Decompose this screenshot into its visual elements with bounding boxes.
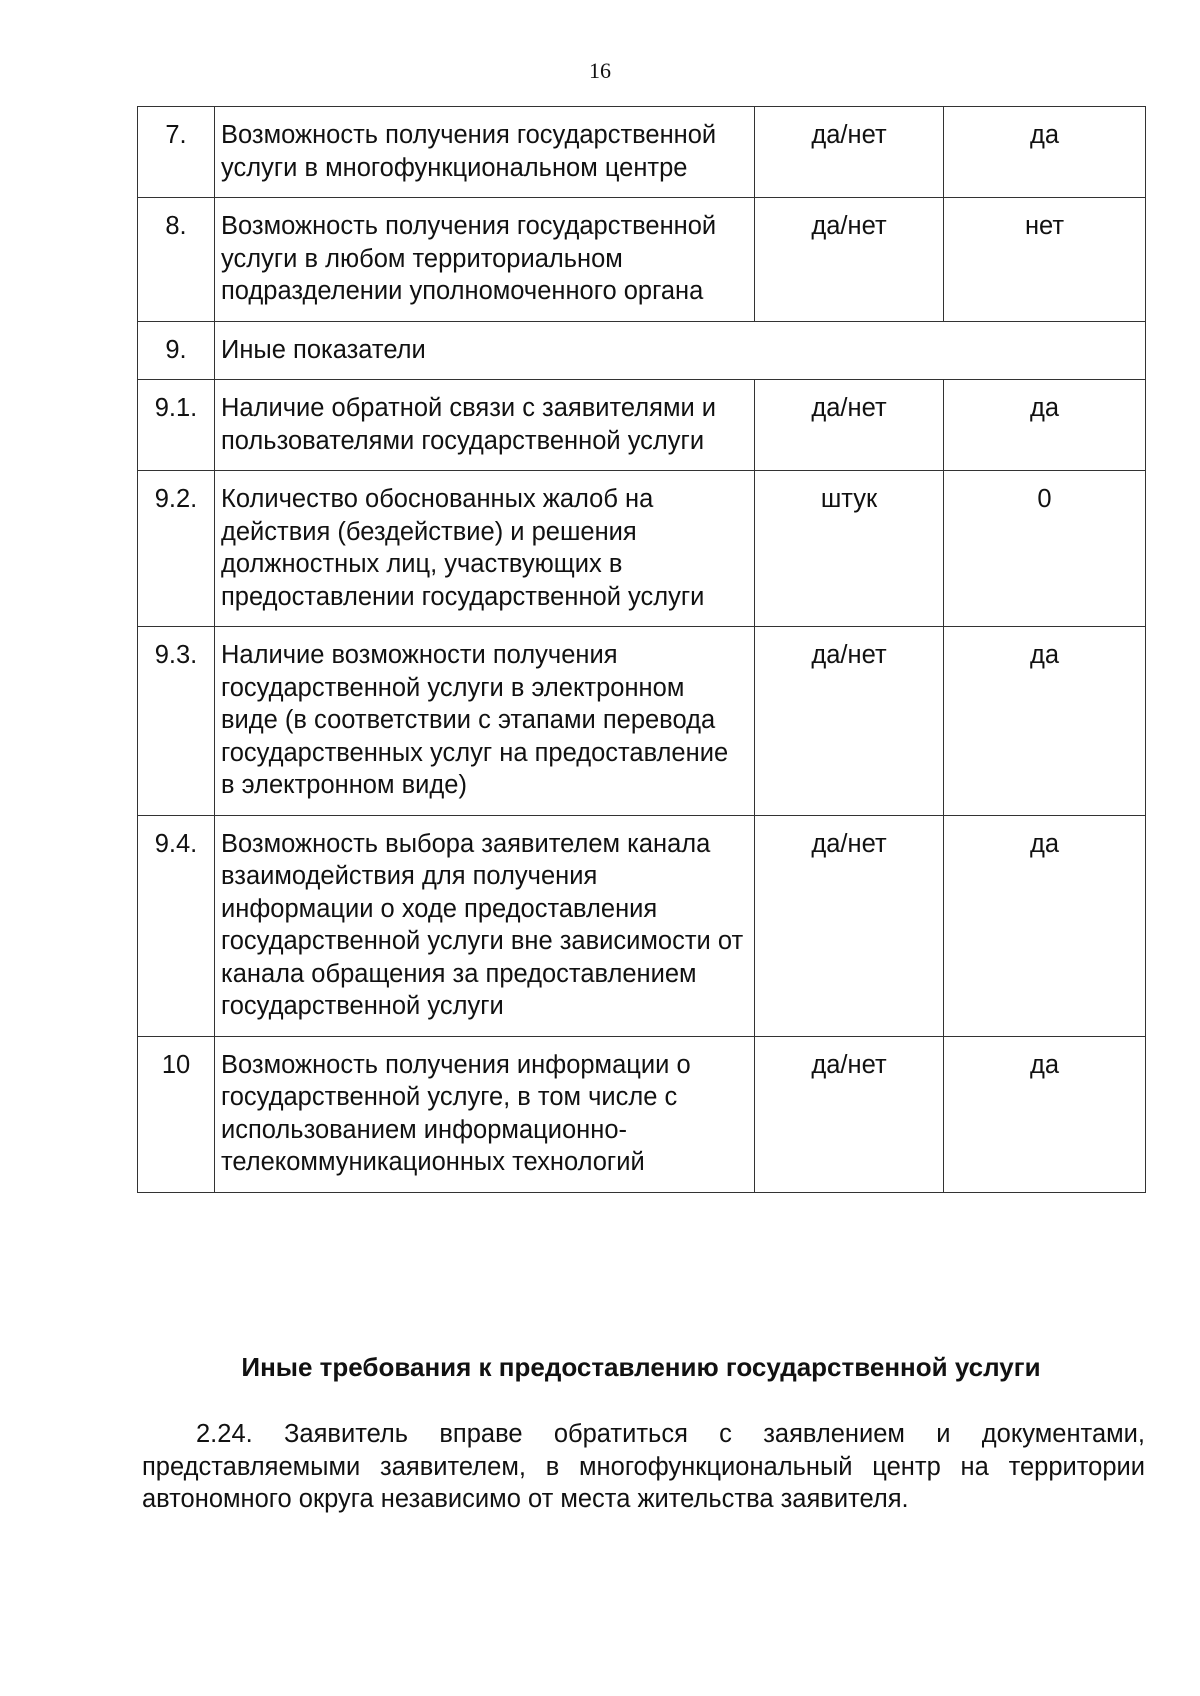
row-number: 7. bbox=[138, 107, 215, 198]
indicator-name: Количество обоснованных жалоб на действия (бездействие) и решения должностных лиц, участвующих в предоставлении государственной услуги bbox=[215, 471, 755, 627]
indicator-name: Возможность получения государственной услуги в многофункциональном центре bbox=[215, 107, 755, 198]
row-number: 9. bbox=[138, 321, 215, 380]
row-number: 9.1. bbox=[138, 380, 215, 471]
indicator-name: Наличие возможности получения государственной услуги в электронном виде (в соответствии с этапами перевода государственных услуг на предоставление в электронном виде) bbox=[215, 627, 755, 816]
row-number: 9.4. bbox=[138, 815, 215, 1036]
table-row bbox=[138, 380, 1146, 471]
unit-of-measure: да/нет bbox=[755, 1036, 944, 1192]
indicator-value: 0 bbox=[944, 471, 1146, 627]
table-row bbox=[138, 1036, 1146, 1192]
row-number: 8. bbox=[138, 198, 215, 322]
indicator-value: да bbox=[944, 107, 1146, 198]
indicator-value: да bbox=[944, 815, 1146, 1036]
unit-of-measure: да/нет bbox=[755, 627, 944, 816]
unit-of-measure: да/нет bbox=[755, 815, 944, 1036]
unit-of-measure: да/нет bbox=[755, 198, 944, 322]
row-number: 9.2. bbox=[138, 471, 215, 627]
table-row bbox=[138, 627, 1146, 816]
indicator-value: да bbox=[944, 627, 1146, 816]
unit-of-measure: штук bbox=[755, 471, 944, 627]
indicators-table bbox=[137, 106, 1146, 1193]
indicator-name: Возможность выбора заявителем канала взаимодействия для получения информации о ходе предоставления государственной услуги вне зависимости от канала обращения за предоставлением государственной услуги bbox=[215, 815, 755, 1036]
table-row bbox=[138, 471, 1146, 627]
indicator-name: Наличие обратной связи с заявителями и пользователями государственной услуги bbox=[215, 380, 755, 471]
section-heading: Иные требования к предоставлению государственной услуги bbox=[241, 1352, 1041, 1382]
indicator-name: Возможность получения информации о государственной услуге, в том числе с использованием информационно-телекоммуникационных технологий bbox=[215, 1036, 755, 1192]
table-section-row bbox=[138, 321, 1146, 380]
indicator-value: нет bbox=[944, 198, 1146, 322]
row-number: 10 bbox=[138, 1036, 215, 1192]
body-paragraph: 2.24. Заявитель вправе обратиться с заявлением и документами, представляемыми заявителем, в многофункциональный центр на территории автономного округа независимо от места жительства заявителя. bbox=[142, 1420, 1145, 1513]
unit-of-measure: да/нет bbox=[755, 380, 944, 471]
row-number: 9.3. bbox=[138, 627, 215, 816]
indicator-name: Возможность получения государственной услуги в любом территориальном подразделении уполномоченного органа bbox=[215, 198, 755, 322]
page-number: 16 bbox=[589, 58, 611, 83]
indicator-value: да bbox=[944, 380, 1146, 471]
unit-of-measure: да/нет bbox=[755, 107, 944, 198]
table-row bbox=[138, 815, 1146, 1036]
section-title: Иные показатели bbox=[215, 321, 1146, 380]
table-row bbox=[138, 107, 1146, 198]
indicator-value: да bbox=[944, 1036, 1146, 1192]
table-row bbox=[138, 198, 1146, 322]
